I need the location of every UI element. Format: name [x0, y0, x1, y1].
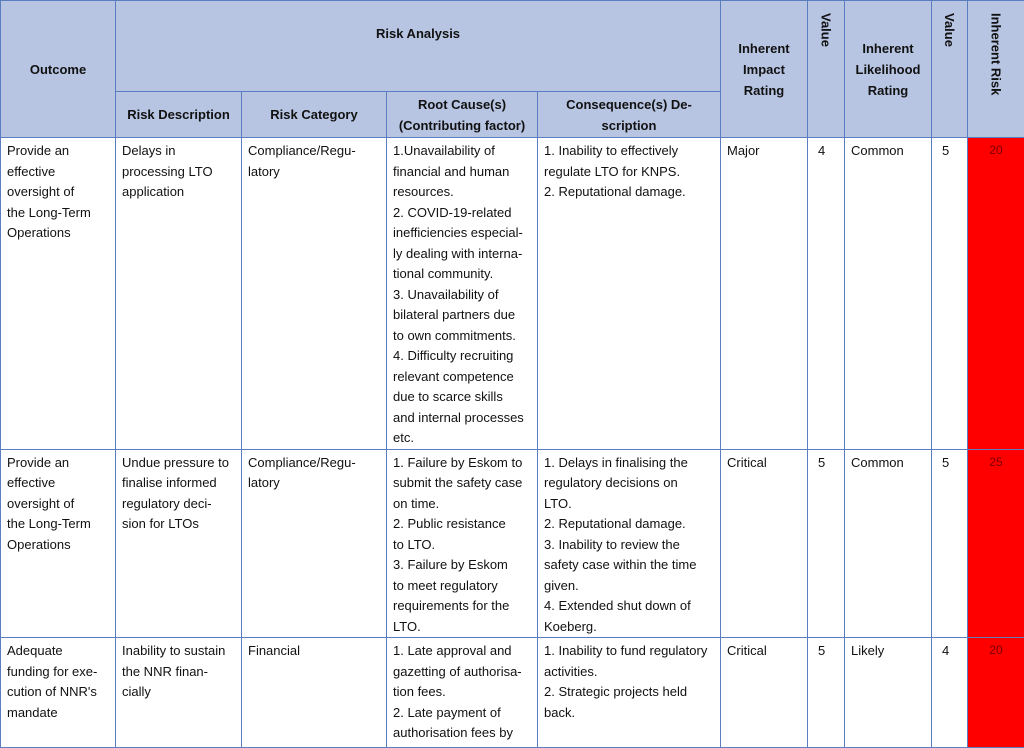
header-consequence: Consequence(s) De- scription	[538, 92, 721, 138]
header-risk-analysis: Risk Analysis	[116, 1, 721, 92]
inherent-risk-cell: 20	[968, 138, 1024, 450]
consequence-cell: 1. Inability to fund regulatory activities. 2. Strategic projects held back.	[538, 638, 721, 748]
outcome-cell: Provide an effective oversight of the Long-Term Operations	[1, 138, 116, 450]
header-risk-description: Risk Description	[116, 92, 242, 138]
likelihood-rating-cell: Common	[845, 449, 932, 638]
table-row	[1, 449, 1024, 638]
header-risk-category: Risk Category	[242, 92, 387, 138]
impact-value-cell: 5	[808, 449, 845, 638]
consequence-cell: 1. Inability to effectively regulate LTO for KNPS. 2. Reputational damage.	[538, 138, 721, 450]
likelihood-value-cell: 5	[932, 138, 968, 450]
header-value-likelihood: Value	[932, 1, 968, 138]
impact-rating-cell: Critical	[721, 449, 808, 638]
inherent-risk-cell: 25	[968, 449, 1024, 638]
root-cause-cell: 1. Failure by Eskom to submit the safety case on time. 2. Public resistance to LTO. 3. Failure by Eskom to meet regulatory requirements for the LTO.	[387, 449, 538, 638]
header-inherent-impact: Inherent Impact Rating	[721, 1, 808, 138]
inherent-risk-cell: 20	[968, 638, 1024, 748]
header-root-cause: Root Cause(s) (Contributing factor)	[387, 92, 538, 138]
outcome-cell: Provide an effective oversight of the Long-Term Operations	[1, 449, 116, 638]
risk-description-cell: Undue pressure to finalise informed regulatory deci- sion for LTOs	[116, 449, 242, 638]
likelihood-value-cell: 4	[932, 638, 968, 748]
outcome-cell: Adequate funding for exe- cution of NNR's mandate	[1, 638, 116, 748]
impact-value-cell: 4	[808, 138, 845, 450]
risk-description-cell: Delays in processing LTO application	[116, 138, 242, 450]
root-cause-cell: 1. Late approval and gazetting of authorisa- tion fees. 2. Late payment of authorisation fees by	[387, 638, 538, 748]
risk-description-cell: Inability to sustain the NNR finan- cially	[116, 638, 242, 748]
risk-category-cell: Compliance/Regu- latory	[242, 449, 387, 638]
header-inherent-likelihood: Inherent Likelihood Rating	[845, 1, 932, 138]
header-value-impact: Value	[808, 1, 845, 138]
impact-rating-cell: Critical	[721, 638, 808, 748]
likelihood-rating-cell: Likely	[845, 638, 932, 748]
impact-value-cell: 5	[808, 638, 845, 748]
table-row	[1, 638, 1024, 748]
risk-category-cell: Financial	[242, 638, 387, 748]
header-inherent-risk: Inherent Risk	[968, 1, 1024, 138]
likelihood-value-cell: 5	[932, 449, 968, 638]
table-row	[1, 138, 1024, 450]
risk-category-cell: Compliance/Regu- latory	[242, 138, 387, 450]
consequence-cell: 1. Delays in finalising the regulatory decisions on LTO. 2. Reputational damage. 3. Inability to review the safety case within the time given. 4. Extended shut down of Koeberg.	[538, 449, 721, 638]
impact-rating-cell: Major	[721, 138, 808, 450]
header-outcome: Outcome	[1, 1, 116, 138]
likelihood-rating-cell: Common	[845, 138, 932, 450]
root-cause-cell: 1.Unavailability of financial and human resources. 2. COVID-19-related inefficiencies especial- ly dealing with interna- tional community. 3. Unavailability of bilateral partners due to own commitments. 4. Difficulty recruiting relevant competence due to scarce skills and internal processes etc.	[387, 138, 538, 450]
